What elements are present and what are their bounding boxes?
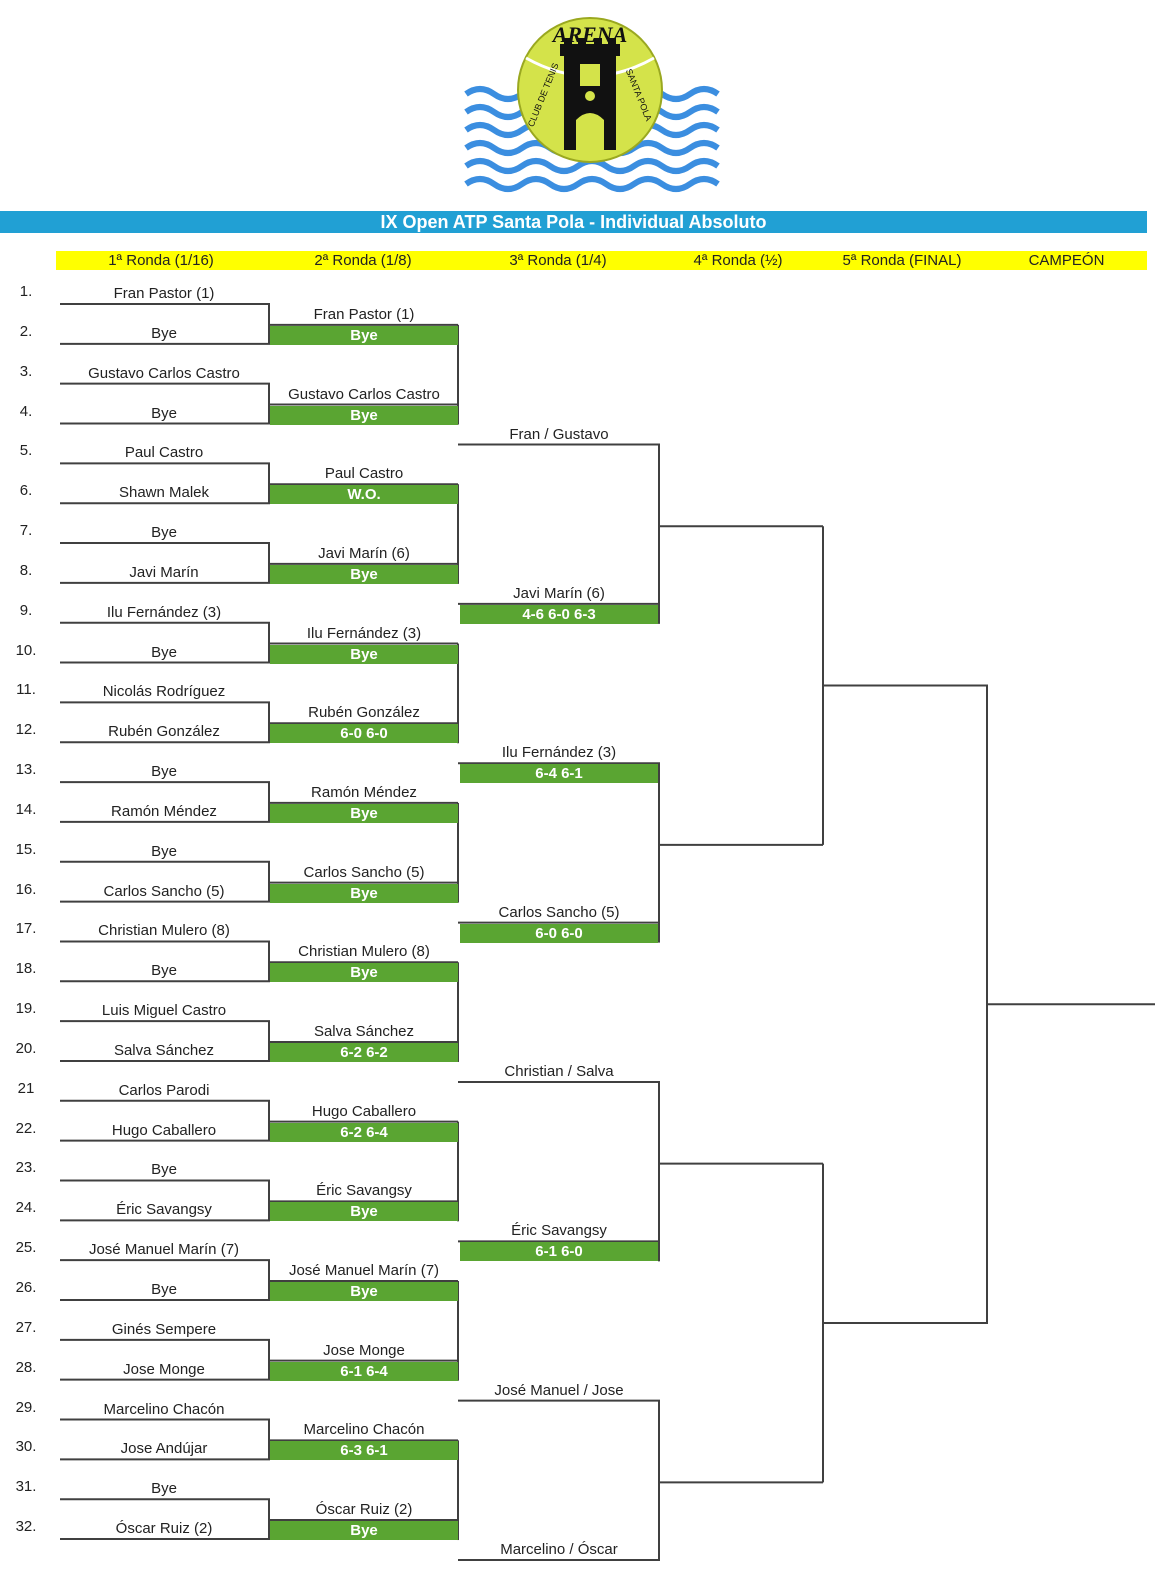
- player-name: Bye: [151, 1281, 177, 1298]
- r2-score: W.O.: [270, 485, 458, 504]
- seed-number: 17.: [15, 920, 37, 938]
- r3-score: 6-0 6-0: [460, 924, 658, 943]
- r2-player-name: Salva Sánchez: [313, 1022, 415, 1040]
- r2-player-name: Éric Savangsy: [316, 1182, 412, 1200]
- round-header-2: 2ª Ronda (1/8): [314, 252, 412, 269]
- player-name: Jose Monge: [123, 1360, 205, 1378]
- player-name: Ginés Sempere: [111, 1320, 217, 1338]
- player-name: Christian Mulero (8): [98, 922, 230, 940]
- r3-player-name: Fran / Gustavo: [509, 425, 609, 443]
- player-name: Bye: [151, 643, 177, 661]
- seed-number: 30.: [15, 1438, 37, 1456]
- logo-left-text: CLUB DE TENIS: [525, 61, 561, 129]
- r2-score: Bye: [270, 406, 458, 425]
- seed-number: 31.: [15, 1478, 37, 1496]
- player-name: Bye: [151, 962, 177, 980]
- r2-player-name: Hugo Caballero: [311, 1102, 417, 1120]
- r2-score: 6-0 6-0: [270, 724, 458, 743]
- r2-player-name: Gustavo Carlos Castro: [288, 385, 440, 403]
- player-name: Bye: [151, 1161, 177, 1179]
- r2-score: Bye: [270, 1282, 458, 1301]
- player-name: Bye: [151, 842, 177, 860]
- player-name: Shawn Malek: [118, 484, 210, 502]
- player-name: Marcelino Chacón: [103, 1400, 225, 1418]
- r3-score: 6-4 6-1: [460, 764, 658, 783]
- seed-number: 16.: [15, 880, 37, 898]
- seed-number: 26.: [15, 1279, 37, 1296]
- r2-score: Bye: [270, 326, 458, 345]
- player-name: Ilu Fernández (3): [106, 603, 222, 621]
- r2-player-name: José Manuel Marín (7): [288, 1262, 440, 1279]
- r2-score: 6-2 6-4: [270, 1123, 458, 1142]
- seed-number: 27.: [15, 1318, 37, 1336]
- seed-number: 6.: [19, 482, 33, 500]
- r2-player-name: Paul Castro: [324, 465, 404, 483]
- round-header-5: 5ª Ronda (FINAL): [842, 252, 962, 269]
- seed-number: 12.: [15, 721, 37, 739]
- player-name: Bye: [151, 524, 177, 542]
- player-name: Bye: [151, 1480, 177, 1498]
- seed-number: 22.: [15, 1119, 37, 1137]
- player-name: Paul Castro: [124, 444, 204, 462]
- player-name: Jose Andújar: [120, 1440, 208, 1458]
- r2-score: Bye: [270, 963, 458, 982]
- seed-number: 9.: [19, 601, 33, 619]
- r2-score: Bye: [270, 565, 458, 584]
- r2-player-name: Marcelino Chacón: [303, 1421, 425, 1439]
- seed-number: 18.: [15, 960, 37, 978]
- tournament-title: IX Open ATP Santa Pola - Individual Absoluto: [0, 211, 1147, 233]
- round-header-1: 1ª Ronda (1/16): [108, 252, 214, 269]
- r2-score: Bye: [270, 804, 458, 823]
- r2-player-name: Ramón Méndez: [311, 783, 417, 801]
- player-name: Ramón Méndez: [111, 802, 217, 820]
- r2-player-name: Ilu Fernández (3): [306, 624, 422, 642]
- r2-score: 6-2 6-2: [270, 1043, 458, 1062]
- seed-number: 3.: [19, 362, 33, 380]
- r3-player-name: Carlos Sancho (5): [498, 903, 620, 921]
- seed-number: 11.: [16, 681, 36, 699]
- seed-number: 28.: [15, 1358, 37, 1376]
- r2-score: 6-3 6-1: [270, 1441, 458, 1460]
- r2-score: 6-1 6-4: [270, 1362, 458, 1381]
- r2-player-name: Christian Mulero (8): [298, 943, 430, 961]
- seed-number: 15.: [15, 840, 37, 858]
- player-name: Fran Pastor (1): [113, 285, 215, 302]
- player-name: Éric Savangsy: [116, 1201, 212, 1219]
- player-name: Bye: [151, 763, 177, 781]
- seed-number: 1.: [19, 283, 33, 300]
- logo-top-text: ARENA: [552, 22, 628, 47]
- r3-score: 4-6 6-0 6-3: [460, 605, 658, 624]
- player-name: José Manuel Marín (7): [88, 1241, 240, 1259]
- r2-player-name: Fran Pastor (1): [313, 305, 415, 323]
- r3-player-name: Javi Marín (6): [513, 584, 605, 602]
- player-name: Nicolás Rodríguez: [102, 683, 226, 701]
- player-name: Óscar Ruiz (2): [115, 1520, 213, 1538]
- r2-player-name: Javi Marín (6): [318, 544, 410, 562]
- seed-number: 5.: [19, 442, 33, 460]
- round-header-3: 3ª Ronda (1/4): [509, 252, 607, 269]
- seed-number: 14.: [15, 800, 37, 818]
- seed-number: 20.: [15, 1039, 37, 1057]
- player-name: Bye: [151, 324, 177, 342]
- r3-player-name: Éric Savangsy: [511, 1222, 607, 1240]
- r3-player-name: José Manuel / Jose: [494, 1381, 624, 1399]
- seed-number: 8.: [19, 561, 33, 579]
- seed-number: 19.: [15, 1000, 37, 1018]
- r2-score: Bye: [270, 884, 458, 903]
- seed-number: 10.: [15, 641, 37, 659]
- seed-number: 25.: [15, 1239, 37, 1257]
- round-header-4: 4ª Ronda (½): [693, 252, 783, 269]
- r2-player-name: Rubén González: [308, 704, 420, 722]
- seed-number: 2.: [19, 322, 33, 340]
- r3-player-name: Marcelino / Óscar: [500, 1541, 618, 1559]
- player-name: Carlos Parodi: [118, 1081, 210, 1099]
- seed-number: 21: [17, 1079, 35, 1097]
- r2-score: Bye: [270, 1202, 458, 1221]
- seed-number: 29.: [15, 1398, 37, 1416]
- player-name: Salva Sánchez: [113, 1041, 215, 1059]
- seed-number: 4.: [19, 402, 33, 420]
- player-name: Hugo Caballero: [111, 1121, 217, 1139]
- player-name: Bye: [151, 404, 177, 422]
- round-header-champion: CAMPEÓN: [1028, 252, 1105, 269]
- seed-number: 24.: [15, 1199, 37, 1217]
- seed-number: 23.: [15, 1159, 37, 1177]
- player-name: Luis Miguel Castro: [101, 1002, 227, 1020]
- r3-score: 6-1 6-0: [460, 1242, 658, 1261]
- seed-number: 32.: [15, 1518, 37, 1536]
- player-name: Javi Marín: [129, 563, 199, 581]
- r3-player-name: Ilu Fernández (3): [501, 744, 617, 762]
- r2-player-name: Óscar Ruiz (2): [315, 1501, 413, 1519]
- seed-number: 7.: [19, 522, 33, 540]
- r2-score: Bye: [270, 645, 458, 664]
- r2-player-name: Carlos Sancho (5): [303, 863, 425, 881]
- r3-player-name: Christian / Salva: [504, 1062, 614, 1080]
- r2-score: Bye: [270, 1521, 458, 1540]
- player-name: Rubén González: [108, 723, 220, 741]
- logo-right-text: SANTA POLA: [623, 67, 654, 123]
- seed-number: 13.: [15, 761, 37, 779]
- player-name: Gustavo Carlos Castro: [88, 364, 240, 382]
- r2-player-name: Jose Monge: [323, 1341, 405, 1359]
- player-name: Carlos Sancho (5): [103, 882, 225, 900]
